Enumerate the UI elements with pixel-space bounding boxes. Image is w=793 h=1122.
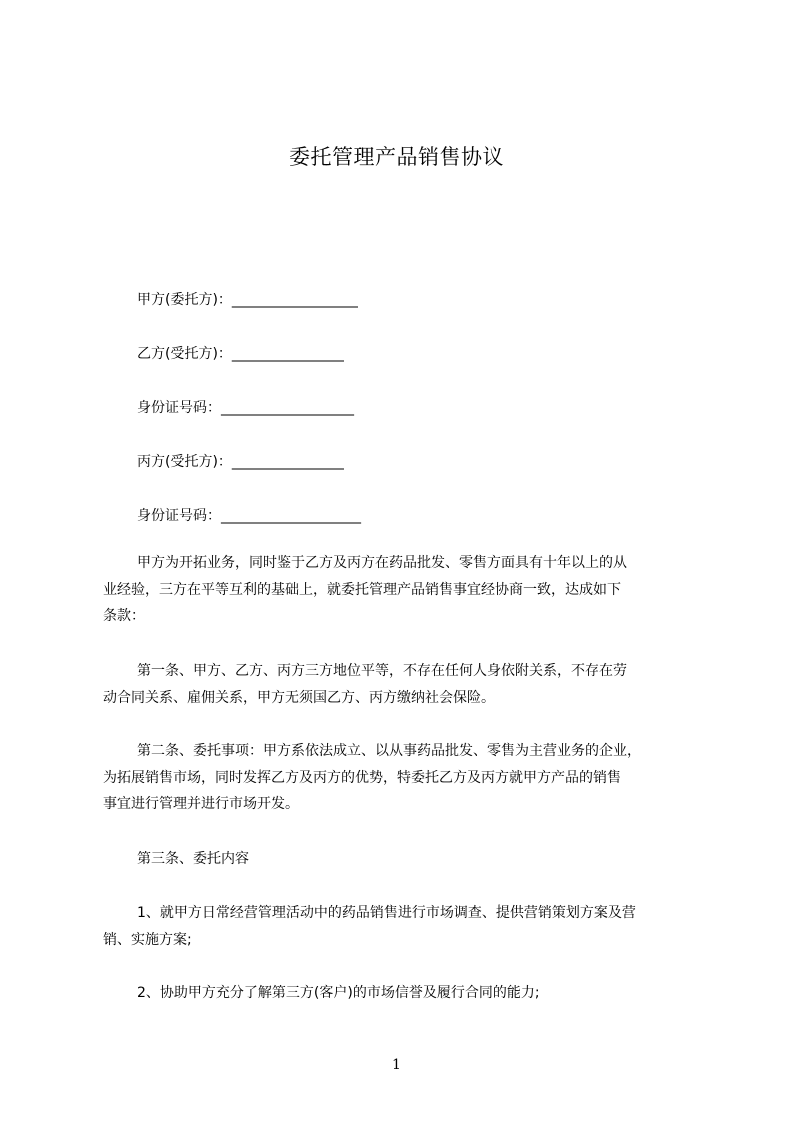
party-c-id-field: 身份证号码：____________________ (137, 508, 361, 524)
intro-paragraph (103, 550, 715, 630)
article-2-line: 第二条、委托事项：甲方系依法成立、以从事药品批发、零售为主营业务的企业， (137, 743, 641, 759)
article-2-line: 事宜进行管理并进行市场开发。 (103, 796, 299, 812)
party-b-id-field: 身份证号码：___________________ (137, 400, 354, 416)
intro-line: 业经验，三方在平等互利的基础上，就委托管理产品销售事宜经协商一致，达成如下 (103, 581, 621, 598)
article-1-line: 第一条、甲方、乙方、丙方三方地位平等，不存在任何人身依附关系，不存在劳 (137, 663, 627, 679)
article-2-paragraph (103, 738, 715, 818)
page-number: 1 (392, 1057, 401, 1073)
item-1-paragraph (103, 900, 715, 953)
item-1-line: 1、就甲方日常经营管理活动中的药品销售进行市场调查、提供营销策划方案及营 (137, 905, 636, 921)
item-1-line: 销、实施方案; (103, 931, 192, 948)
article-3-heading-paragraph (103, 846, 715, 873)
article-2-line: 为拓展销售市场，同时发挥乙方及丙方的优势，特委托乙方及丙方就甲方产品的销售 (103, 769, 621, 786)
item-2-line: 2、协助甲方充分了解第三方(客户)的市场信誉及履行合同的能力; (137, 985, 540, 1001)
article-3-heading: 第三条、委托内容 (137, 851, 249, 867)
party-a-field: 甲方(委托方)：__________________ (137, 292, 358, 308)
item-2-paragraph (103, 980, 715, 1007)
party-c-field: 丙方(受托方)：________________ (137, 454, 344, 470)
document-title: 委托管理产品销售协议 (289, 145, 504, 169)
intro-line: 条款： (103, 608, 145, 624)
party-b-field: 乙方(受托方)：________________ (137, 346, 344, 362)
intro-line: 甲方为开拓业务，同时鉴于乙方及丙方在药品批发、零售方面具有十年以上的从 (137, 555, 627, 571)
article-1-line: 动合同关系、雇佣关系，甲方无须国乙方、丙方缴纳社会保险。 (103, 689, 495, 706)
article-1-paragraph (103, 658, 715, 711)
